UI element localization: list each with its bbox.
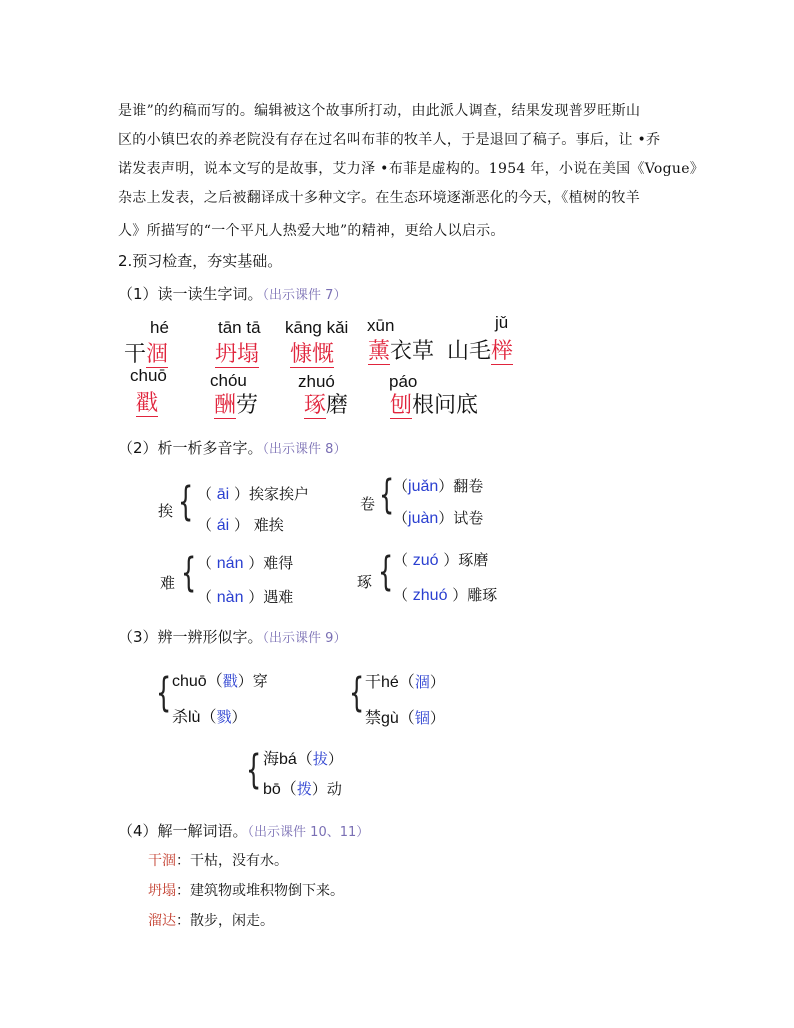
new-char: 刨 xyxy=(390,393,413,418)
pinyin: zhuó xyxy=(298,372,335,391)
intro-line: 区的小镇巴农的养老院没有存在过名叫布菲的牧羊人，于是退回了稿子。事后，让 •乔 xyxy=(118,132,661,148)
new-char: 酬 xyxy=(214,393,237,418)
polyphone-item: （ nán ）难得 xyxy=(197,554,294,572)
similar-char-item: 海bá（拔） xyxy=(263,750,343,768)
polyphone-char: 琢 xyxy=(357,573,373,591)
definition-item: 干涸：干枯，没有水。 xyxy=(148,853,288,869)
part1-label: （1）读一读生字词。 xyxy=(118,285,263,303)
polyphone-item: （ ái ） 难挨 xyxy=(197,516,284,534)
pinyin: kāng kǎi xyxy=(285,318,349,337)
new-char: 榉 xyxy=(491,339,514,364)
part2-label: （2）析一析多音字。 xyxy=(118,439,263,457)
similar-char-item: chuō（戳）穿 xyxy=(172,672,268,690)
part4-note: （出示课件 10、11） xyxy=(247,825,370,840)
vocab-word: 琢磨 xyxy=(304,393,349,418)
vocab-word xyxy=(290,337,334,368)
pinyin: chóu xyxy=(210,371,247,390)
part3-label: （3）辨一辨形似字。 xyxy=(118,628,263,646)
vocab-word: 刨根问底 xyxy=(390,393,479,418)
vocab-word xyxy=(215,337,259,368)
part3-heading xyxy=(118,626,346,647)
intro-line: 人》所描写的“一个平凡人热爱大地”的精神，更给人以启示。 xyxy=(118,223,505,239)
polyphone-item: （ nàn ）遇难 xyxy=(197,588,294,606)
pinyin: jǔ xyxy=(495,313,509,332)
similar-char-item: 杀lù（戮） xyxy=(172,708,247,726)
new-char: 坍塌 xyxy=(215,342,260,367)
similar-char-item: bō（拨）动 xyxy=(263,780,342,798)
part1-heading xyxy=(118,283,346,304)
similar-char-item: 禁gù（锢） xyxy=(365,709,445,727)
new-char: 戳 xyxy=(136,391,159,416)
vocab-word xyxy=(136,386,158,417)
intro-line: 杂志上发表，之后被翻译成十多种文字。在生态环境逐渐恶化的今天，《植树的牧羊 xyxy=(118,190,641,206)
brace-icon: { xyxy=(156,670,172,716)
brace-icon: { xyxy=(349,670,365,716)
part2-heading xyxy=(118,437,346,458)
intro-line: 是谁”的约稿而写的。编辑被这个故事所打动，由此派人调查，结果发现普罗旺斯山 xyxy=(118,103,641,119)
brace-icon: { xyxy=(378,549,394,595)
similar-char-item: 干hé（涸） xyxy=(365,673,445,691)
part4-label: （4）解一解词语。 xyxy=(118,822,248,840)
pinyin: hé xyxy=(150,318,169,337)
pinyin: tān tā xyxy=(218,318,261,337)
pinyin: chuō xyxy=(130,366,167,385)
polyphone-item: （ āi ）挨家挨户 xyxy=(197,485,310,503)
new-char: 涸 xyxy=(146,342,169,367)
part4-heading xyxy=(118,820,369,841)
polyphone-item: （juàn）试卷 xyxy=(393,509,484,527)
pinyin: xūn xyxy=(367,316,395,335)
polyphone-item: （juǎn）翻卷 xyxy=(393,477,484,495)
polyphone-item: （ zhuó ）雕琢 xyxy=(393,586,498,604)
part2-note: （出示课件 8） xyxy=(262,442,347,457)
intro-line: 诺发表声明，说本文写的是故事，艾力泽 •布菲是虚构的。1954 年，小说在美国《Vogue》 xyxy=(118,161,705,177)
vocab-word: 山毛榉 xyxy=(447,339,514,364)
vocab-word: 薰衣草 xyxy=(368,339,435,364)
pinyin: páo xyxy=(389,372,418,391)
brace-icon: { xyxy=(178,479,194,525)
definition-item: 坍塌：建筑物或堆积物倒下来。 xyxy=(148,883,344,899)
polyphone-char: 难 xyxy=(160,574,176,592)
new-char: 慷慨 xyxy=(290,342,335,367)
brace-icon: { xyxy=(246,747,262,793)
definition-item: 溜达：散步，闲走。 xyxy=(148,913,274,929)
section-heading: 2.预习检查，夯实基础。 xyxy=(118,252,283,270)
polyphone-char: 挨 xyxy=(158,502,174,520)
brace-icon: { xyxy=(181,550,197,596)
part1-note: （出示课件 7） xyxy=(262,288,347,303)
new-char: 琢 xyxy=(304,393,327,418)
new-char: 薰 xyxy=(368,339,391,364)
vocab-word: 酬劳 xyxy=(214,393,259,418)
vocab-word: 干涸 xyxy=(124,342,169,367)
brace-icon: { xyxy=(379,472,395,518)
polyphone-item: （ zuó ）琢磨 xyxy=(393,551,489,569)
polyphone-char: 卷 xyxy=(360,495,376,513)
part3-note: （出示课件 9） xyxy=(262,631,347,646)
